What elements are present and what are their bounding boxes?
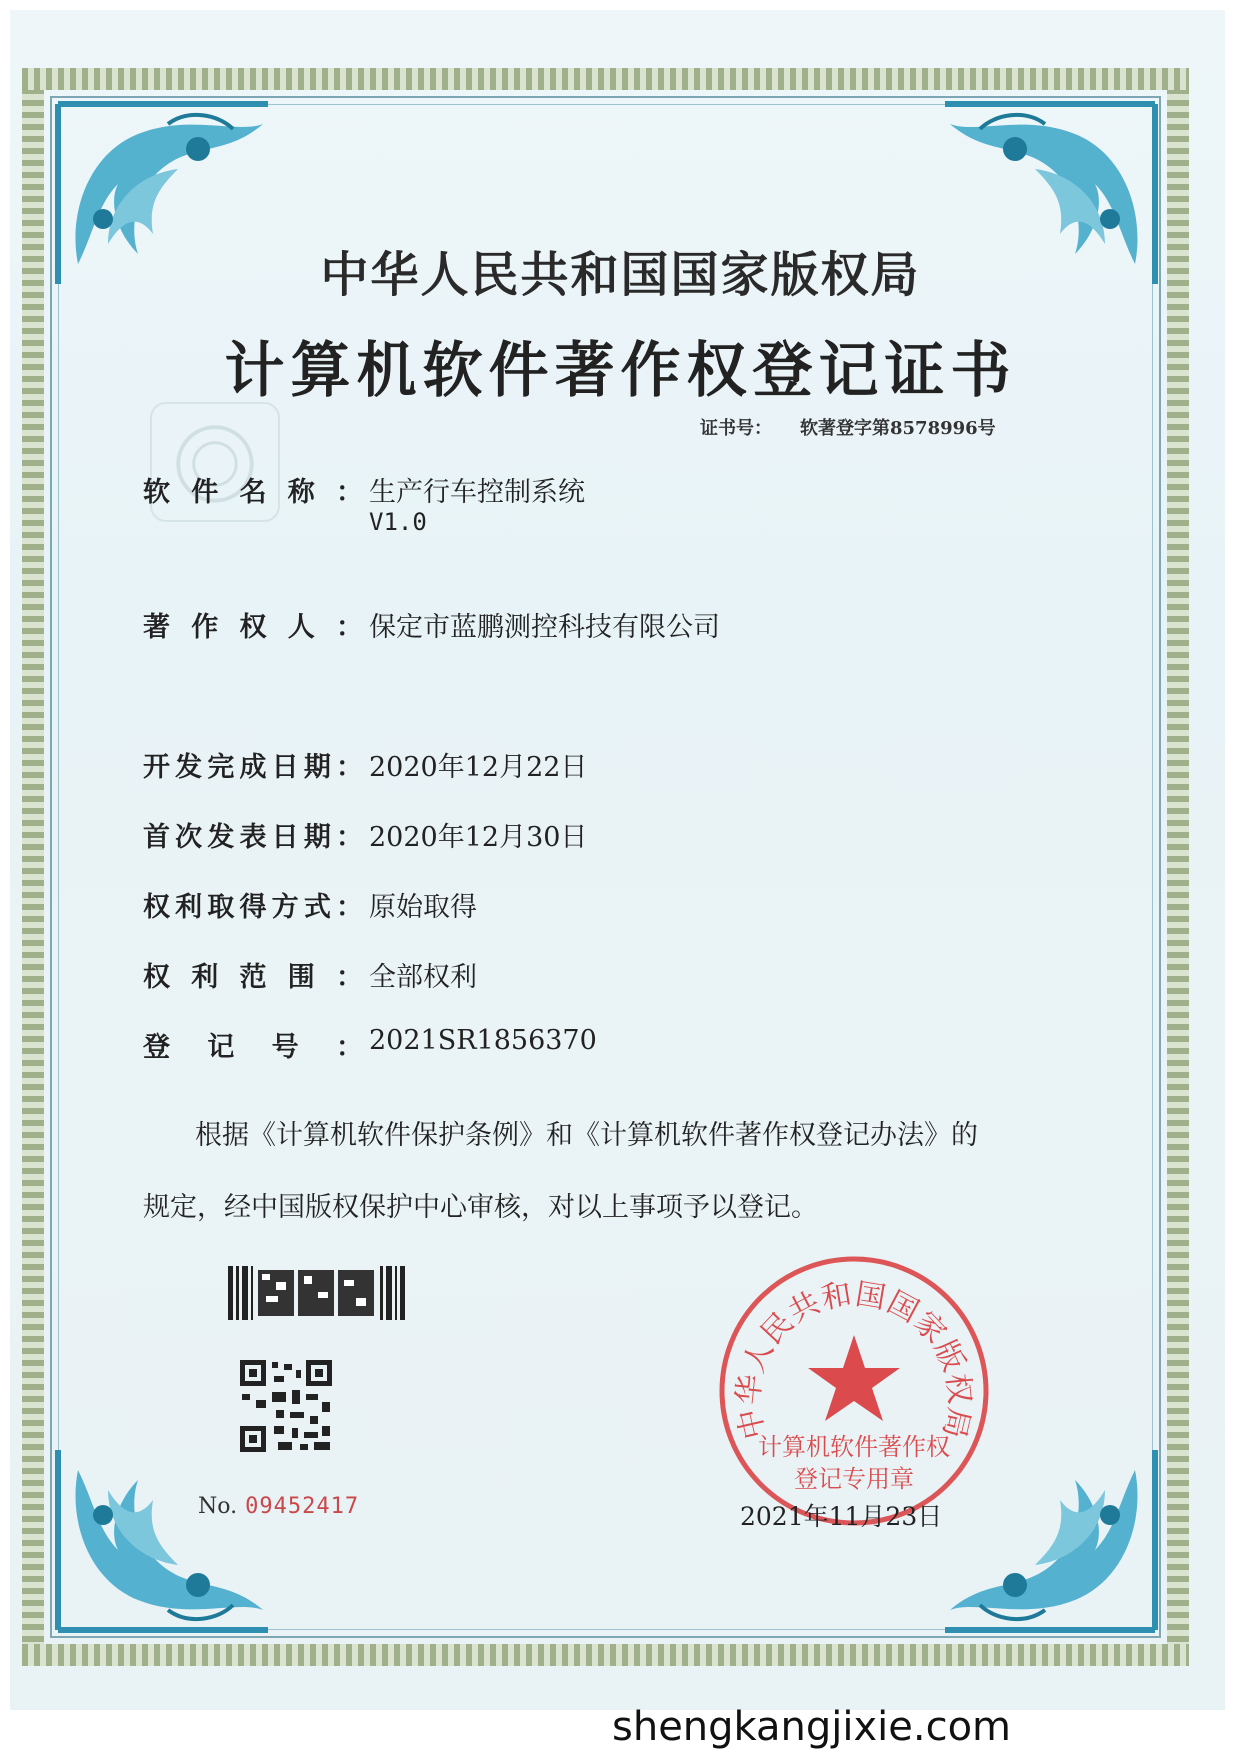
field-label: 开发完成日期：: [143, 752, 363, 783]
certificate-number: [700, 414, 996, 440]
certificate-number-value: 软著登字第8578996号: [800, 418, 996, 439]
qr-code-icon: [240, 1360, 332, 1452]
field-software-name: [143, 470, 585, 509]
field-value: 2021SR1856370: [369, 1025, 597, 1056]
field-value: 2020年12月22日: [369, 752, 588, 783]
seal-ring-text: 中华人民共和国国家版权局: [731, 1276, 977, 1443]
statement-line-1: 根据《计算机软件保护条例》和《计算机软件著作权登记办法》的: [195, 1120, 978, 1151]
field-label: 权利范围：: [143, 962, 363, 993]
field-value: 原始取得: [369, 892, 477, 923]
field-label: 首次发表日期：: [143, 822, 363, 853]
official-seal-icon: [715, 1252, 993, 1530]
statement-line-2: 规定，经中国版权保护中心审核，对以上事项予以登记。: [143, 1192, 818, 1223]
field-label: 著作权人：: [143, 612, 363, 643]
field-value: 保定市蓝鹏测控科技有限公司: [369, 612, 720, 643]
barcode-icon: [228, 1266, 408, 1320]
field-value: 生产行车控制系统: [369, 477, 585, 508]
serial-label: No.: [198, 1494, 238, 1519]
field-label: 权利取得方式：: [143, 892, 363, 923]
serial-value: 09452417: [245, 1494, 360, 1519]
watermark-text: shengkangjixie.com: [612, 1704, 1012, 1750]
certificate-title: 计算机软件著作权登记证书: [224, 336, 1017, 406]
field-value-version: V1.0: [369, 508, 427, 536]
field-publication-date: [143, 815, 588, 854]
certificate-number-label: 证书号：: [700, 418, 772, 439]
serial-number: [198, 1494, 359, 1519]
seal-line-2: 登记专用章: [794, 1465, 914, 1493]
field-registration-number: [143, 1025, 597, 1064]
issuing-agency-title: 中华人民共和国国家版权局: [320, 247, 921, 303]
seal-line-1: 计算机软件著作权: [758, 1433, 950, 1461]
field-rights-scope: [143, 955, 477, 994]
ornament-corner-icon: [48, 1440, 278, 1640]
field-completion-date: [143, 745, 588, 784]
field-label: 登记号：: [143, 1032, 363, 1063]
field-value: 全部权利: [369, 962, 477, 993]
issue-date: 2021年11月23日: [740, 1502, 943, 1531]
field-copyright-owner: [143, 605, 720, 644]
field-label: 软件名称：: [143, 477, 363, 508]
field-acquisition-method: [143, 885, 477, 924]
field-value: 2020年12月30日: [369, 822, 588, 853]
